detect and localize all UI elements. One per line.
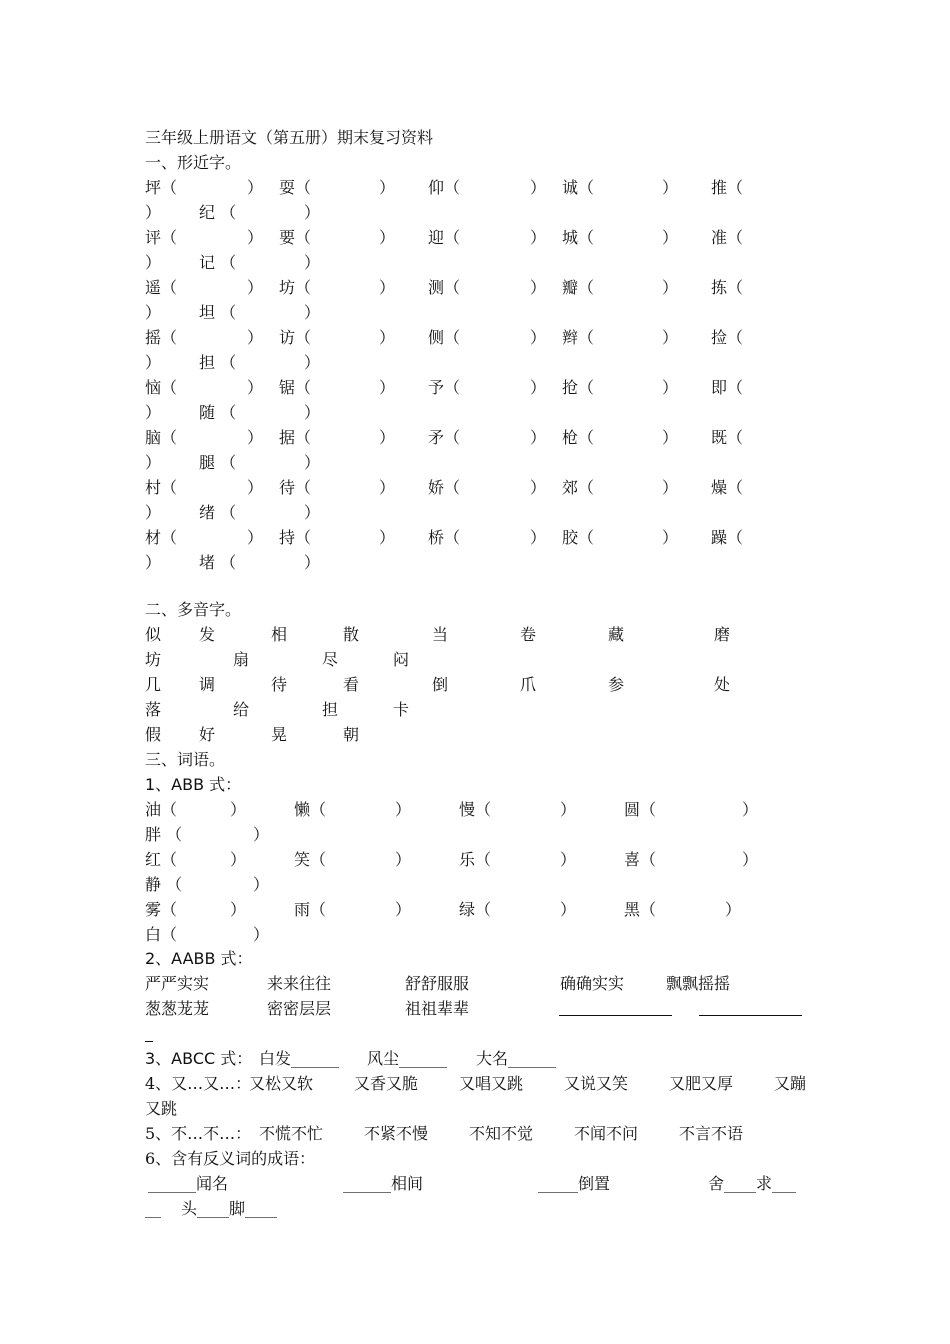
bu-item: 不紧不慢 <box>364 1124 429 1143</box>
you-item: 又松又软 <box>249 1074 314 1093</box>
aabb-item: 祖祖辈辈 <box>405 999 470 1018</box>
aabb-item: 确确实实 <box>560 974 625 993</box>
similar-char-entry: 躁（ <box>711 528 744 547</box>
aabb-item: 飘飘摇摇 <box>666 974 731 993</box>
similar-char-entry: ） <box>530 278 547 297</box>
similar-char-entry: ） <box>662 428 679 447</box>
polyphone-char: 朝 <box>343 725 360 744</box>
similar-char-entry: ） <box>530 428 547 447</box>
similar-char-entry: ） <box>379 478 396 497</box>
similar-char-entry: 迎（ <box>428 228 461 247</box>
abb-entry: ） <box>395 800 412 819</box>
similar-char-entry: ） <box>247 328 264 347</box>
polyphone-char: 晃 <box>271 725 288 744</box>
similar-char-entry: 既（ <box>711 428 744 447</box>
abb-entry: ） <box>253 875 270 894</box>
similar-char-entry: ） <box>145 453 162 472</box>
antonym-item: ______闻名 <box>148 1174 229 1193</box>
bu-item: 不慌不忙 <box>259 1124 324 1143</box>
similar-char-entry: 访（ <box>279 328 312 347</box>
abb-entry: 静 （ <box>145 875 183 894</box>
similar-char-entry: ） <box>145 403 162 422</box>
similar-char-entry: ） <box>247 378 264 397</box>
section-heading-polyphones: 二、多音字。 <box>145 600 242 619</box>
page-title: 三年级上册语文（第五册）期末复习资料 <box>145 128 434 147</box>
similar-char-entry: ） <box>304 453 321 472</box>
similar-char-entry: 燥（ <box>711 478 744 497</box>
polyphone-char: 几 <box>145 675 162 694</box>
similar-char-entry: 锯（ <box>279 378 312 397</box>
you-item: 又蹦 <box>774 1074 807 1093</box>
similar-char-entry: 桥（ <box>428 528 461 547</box>
similar-char-entry: ） <box>379 278 396 297</box>
similar-char-entry: ） <box>304 253 321 272</box>
antonym-item: _____倒置 <box>538 1174 611 1193</box>
polyphone-char: 尽 <box>322 650 339 669</box>
polyphone-char: 似 <box>145 625 162 644</box>
abb-entry: 慢（ <box>459 800 492 819</box>
abb-entry: 红（ <box>145 850 178 869</box>
abb-entry: ） <box>742 800 759 819</box>
antonym-item: ______相间 <box>343 1174 424 1193</box>
similar-char-entry: ） <box>304 303 321 322</box>
similar-char-entry: 予（ <box>428 378 461 397</box>
similar-char-entry: ） <box>662 228 679 247</box>
similar-char-entry: ） <box>662 328 679 347</box>
similar-char-entry: ） <box>247 428 264 447</box>
similar-char-entry: ） <box>662 478 679 497</box>
polyphone-char: 发 <box>199 625 216 644</box>
similar-char-entry: 待（ <box>279 478 312 497</box>
abb-entry: 笑（ <box>294 850 327 869</box>
similar-char-entry: 脑（ <box>145 428 178 447</box>
abb-entry: ） <box>230 900 247 919</box>
similar-char-entry: ） <box>304 353 321 372</box>
similar-char-entry: ） <box>530 178 547 197</box>
similar-char-entry: ） <box>530 328 547 347</box>
similar-char-entry: 遥（ <box>145 278 178 297</box>
similar-char-entry: 坪（ <box>145 178 178 197</box>
similar-char-entry: ） <box>247 178 264 197</box>
similar-char-entry: ） <box>145 253 162 272</box>
similar-char-entry: ） <box>247 478 264 497</box>
similar-char-entry: 绪 （ <box>199 503 237 522</box>
polyphone-char: 假 <box>145 725 162 744</box>
similar-char-entry: ） <box>379 228 396 247</box>
polyphone-char: 倒 <box>432 675 449 694</box>
abb-heading: 1、ABB 式： <box>145 775 242 794</box>
bu-item: 不言不语 <box>679 1124 744 1143</box>
similar-char-entry: 抢（ <box>562 378 595 397</box>
polyphone-char: 卡 <box>393 700 410 719</box>
aabb-item: 葱葱茏茏 <box>145 999 210 1018</box>
similar-char-entry: 胶（ <box>562 528 595 547</box>
similar-char-entry: 准（ <box>711 228 744 247</box>
similar-char-entry: 恼（ <box>145 378 178 397</box>
similar-char-entry: ） <box>379 528 396 547</box>
similar-char-entry: ） <box>530 378 547 397</box>
similar-char-entry: 辫（ <box>562 328 595 347</box>
similar-char-entry: 要（ <box>279 228 312 247</box>
abcc-item: 白发______ <box>259 1049 340 1068</box>
you-heading: 4、又…又…： <box>145 1074 252 1093</box>
similar-char-entry: 捡（ <box>711 328 744 347</box>
antonym-item: __ <box>145 1199 161 1218</box>
similar-char-entry: 娇（ <box>428 478 461 497</box>
similar-char-entry: 纪 （ <box>199 203 237 222</box>
similar-char-entry: ） <box>247 528 264 547</box>
similar-char-entry: ） <box>145 203 162 222</box>
similar-char-entry: 拣（ <box>711 278 744 297</box>
similar-char-entry: 评（ <box>145 228 178 247</box>
similar-char-entry: ） <box>304 203 321 222</box>
polyphone-char: 落 <box>145 700 162 719</box>
similar-char-entry: ） <box>247 278 264 297</box>
similar-char-entry: ） <box>304 553 321 572</box>
polyphone-char: 给 <box>233 700 250 719</box>
similar-char-entry: ） <box>379 428 396 447</box>
abb-entry: ） <box>395 900 412 919</box>
similar-char-entry: ） <box>379 328 396 347</box>
similar-char-entry: 侧（ <box>428 328 461 347</box>
abb-entry: ） <box>725 900 742 919</box>
similar-char-entry: 郊（ <box>562 478 595 497</box>
similar-char-entry: 即（ <box>711 378 744 397</box>
similar-char-entry: 材（ <box>145 528 178 547</box>
similar-char-entry: 诚（ <box>562 178 595 197</box>
abb-entry: 雨（ <box>294 900 327 919</box>
bu-item: 不知不觉 <box>469 1124 534 1143</box>
you-item: 又肥又厚 <box>669 1074 734 1093</box>
abb-entry: 乐（ <box>459 850 492 869</box>
similar-char-entry: ） <box>530 528 547 547</box>
abb-entry: 绿（ <box>459 900 492 919</box>
similar-char-entry: ） <box>662 378 679 397</box>
similar-char-entry: ） <box>145 553 162 572</box>
abb-entry: 圆（ <box>624 800 657 819</box>
polyphone-char: 爪 <box>520 675 537 694</box>
polyphone-char: 担 <box>322 700 339 719</box>
aabb-heading: 2、AABB 式： <box>145 949 253 968</box>
abb-entry: 喜（ <box>624 850 657 869</box>
section-heading-words: 三、词语。 <box>145 750 226 769</box>
abb-entry: 黑（ <box>624 900 657 919</box>
polyphone-char: 好 <box>199 725 216 744</box>
similar-char-entry: 枪（ <box>562 428 595 447</box>
aabb-item: 严严实实 <box>145 974 210 993</box>
similar-char-entry: ） <box>379 378 396 397</box>
similar-char-entry: 据（ <box>279 428 312 447</box>
aabb-item: 舒舒服服 <box>405 974 470 993</box>
similar-char-entry: 耍（ <box>279 178 312 197</box>
similar-char-entry: ） <box>145 503 162 522</box>
abb-entry: ） <box>395 850 412 869</box>
similar-char-entry: ） <box>145 303 162 322</box>
antonym-heading: 6、含有反义词的成语： <box>145 1149 316 1168</box>
you-item: 又唱又跳 <box>459 1074 524 1093</box>
similar-char-entry: 测（ <box>428 278 461 297</box>
similar-char-entry: 矛（ <box>428 428 461 447</box>
antonym-item: 头____脚____ <box>181 1199 278 1218</box>
blank-line <box>699 1015 802 1016</box>
similar-char-entry: ） <box>304 403 321 422</box>
similar-char-entry: 仰（ <box>428 178 461 197</box>
abb-entry: 雾（ <box>145 900 178 919</box>
polyphone-char: 待 <box>271 675 288 694</box>
blank-line <box>145 1041 153 1042</box>
polyphone-char: 坊 <box>145 650 162 669</box>
abb-entry: ） <box>560 850 577 869</box>
similar-char-entry: 记 （ <box>199 253 237 272</box>
similar-char-entry: ） <box>662 528 679 547</box>
abcc-item: 风尘______ <box>367 1049 448 1068</box>
similar-char-entry: ） <box>662 178 679 197</box>
similar-char-entry: ） <box>304 503 321 522</box>
you-item: 又香又脆 <box>354 1074 419 1093</box>
abb-entry: ） <box>253 925 270 944</box>
abb-entry: ） <box>253 825 270 844</box>
polyphone-char: 扇 <box>233 650 250 669</box>
abb-entry: 懒（ <box>294 800 327 819</box>
aabb-item: 密密层层 <box>267 999 332 1018</box>
polyphone-char: 看 <box>343 675 360 694</box>
similar-char-entry: 瓣（ <box>562 278 595 297</box>
abb-entry: ） <box>560 900 577 919</box>
abb-entry: 油（ <box>145 800 178 819</box>
similar-char-entry: 持（ <box>279 528 312 547</box>
you-item-wrap: 又跳 <box>145 1099 178 1118</box>
similar-char-entry: 腿 （ <box>199 453 237 472</box>
similar-char-entry: ） <box>145 353 162 372</box>
similar-char-entry: 摇（ <box>145 328 178 347</box>
antonym-item: 舍____求___ <box>708 1174 797 1193</box>
abb-entry: ） <box>230 800 247 819</box>
abb-entry: 白（ <box>145 925 178 944</box>
polyphone-char: 处 <box>714 675 731 694</box>
similar-char-entry: 担 （ <box>199 353 237 372</box>
polyphone-char: 参 <box>608 675 625 694</box>
similar-char-entry: 村（ <box>145 478 178 497</box>
bu-item: 不闻不问 <box>574 1124 639 1143</box>
similar-char-entry: ） <box>530 228 547 247</box>
similar-char-entry: 城（ <box>562 228 595 247</box>
similar-char-entry: ） <box>247 228 264 247</box>
blank-line <box>559 1015 672 1016</box>
aabb-item: 来来往往 <box>267 974 332 993</box>
polyphone-char: 相 <box>271 625 288 644</box>
polyphone-char: 调 <box>199 675 216 694</box>
similar-char-entry: 堵 （ <box>199 553 237 572</box>
similar-char-entry: ） <box>662 278 679 297</box>
abb-entry: ） <box>230 850 247 869</box>
abcc-heading: 3、ABCC 式： <box>145 1049 253 1068</box>
polyphone-char: 磨 <box>714 625 731 644</box>
similar-char-entry: 随 （ <box>199 403 237 422</box>
you-item: 又说又笑 <box>564 1074 629 1093</box>
polyphone-char: 卷 <box>520 625 537 644</box>
similar-char-entry: 推（ <box>711 178 744 197</box>
abb-entry: ） <box>742 850 759 869</box>
similar-char-entry: ） <box>379 178 396 197</box>
abb-entry: ） <box>560 800 577 819</box>
similar-char-entry: 坦 （ <box>199 303 237 322</box>
polyphone-char: 藏 <box>608 625 625 644</box>
section-heading-similar-chars: 一、形近字。 <box>145 153 242 172</box>
polyphone-char: 当 <box>432 625 449 644</box>
polyphone-char: 闷 <box>393 650 410 669</box>
abcc-item: 大名______ <box>476 1049 557 1068</box>
bu-heading: 5、不…不…： <box>145 1124 252 1143</box>
similar-char-entry: ） <box>530 478 547 497</box>
similar-char-entry: 坊（ <box>279 278 312 297</box>
polyphone-char: 散 <box>343 625 360 644</box>
abb-entry: 胖 （ <box>145 825 183 844</box>
